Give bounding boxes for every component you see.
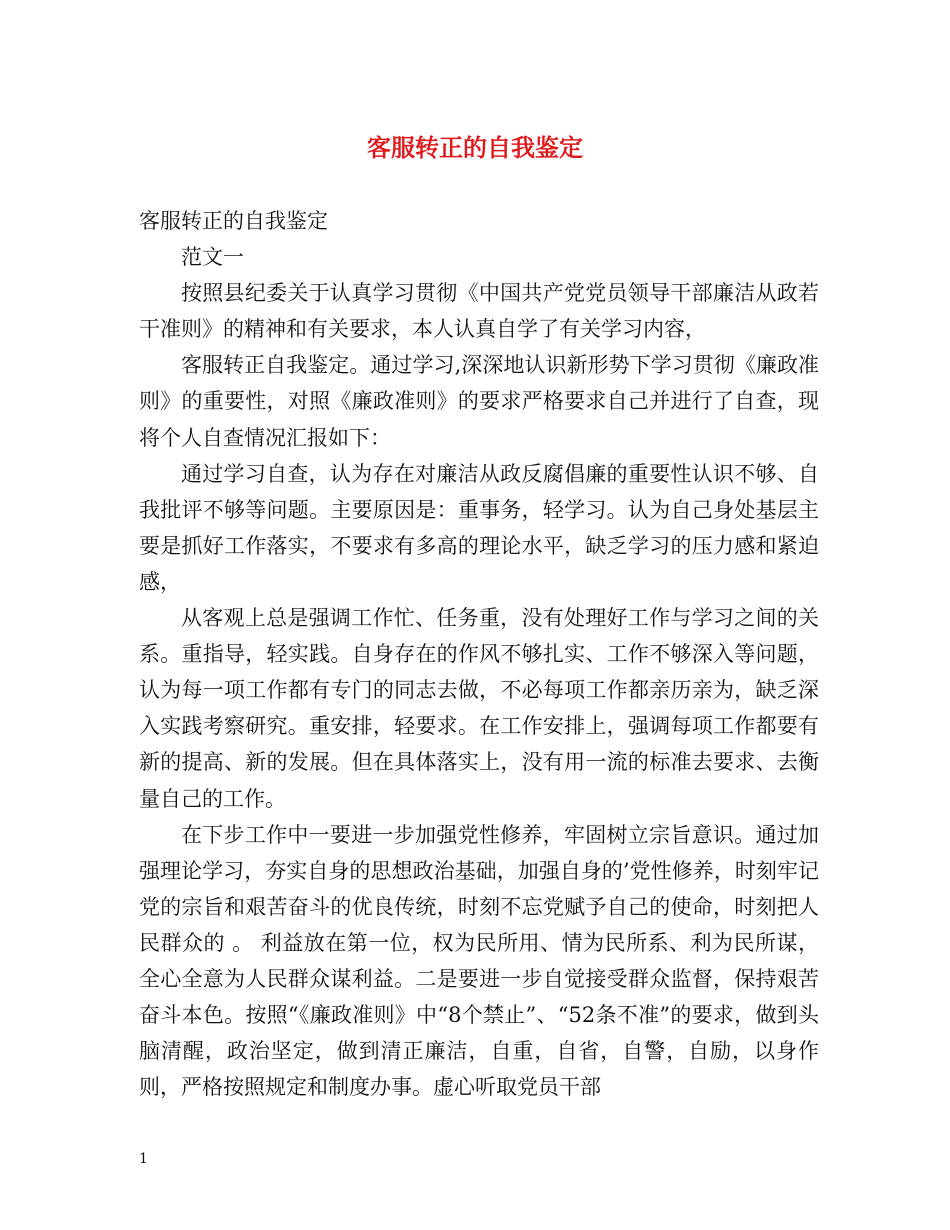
- paragraph: 从客观上总是强调工作忙、任务重，没有处理好工作与学习之间的关系。重指导，轻实践。自身存在的作风不够扎实、工作不够深入等问题，认为每一项工作都有专门的同志去做，不必每项工作都亲历亲为，缺乏深入实践考察研究。重安排，轻要求。在工作安排上，强调每项工作都要有新的提高、新的发展。但在具体落实上，没有用一流的标准去要求、去衡量自己的工作。: [139, 606, 819, 811]
- paragraph: 客服转正自我鉴定。通过学习,深深地认识新形势下学习贯彻《廉政准则》的重要性，对照《廉政准则》的要求严格要求自己并进行了自查，现将个人自查情况汇报如下：: [139, 353, 819, 450]
- page-number: 1: [139, 1151, 148, 1167]
- paragraph-sample-label: 范文一: [181, 245, 244, 270]
- paragraph: 通过学习自查，认为存在对廉洁从政反腐倡廉的重要性认识不够、自我批评不够等问题。主要原因是：重事务，轻学习。认为自己身处基层主要是抓好工作落实，不要求有多高的理论水平，缺乏学习的压力感和紧迫感，: [139, 461, 819, 594]
- document-title: 客服转正的自我鉴定: [367, 133, 583, 162]
- paragraph: 按照县纪委关于认真学习贯彻《中国共产党党员领导干部廉洁从政若干准则》的精神和有关要求，本人认真自学了有关学习内容，: [139, 281, 819, 342]
- paragraph: 在下步工作中一要进一步加强党性修养，牢固树立宗旨意识。通过加强理论学习，夯实自身的思想政治基础，加强自身的’党性修养，时刻牢记党的宗旨和艰苦奋斗的优良传统，时刻不忘党赋予自己的使命，时刻把人民群众的 。 利益放在第一位，权为民所用、情为民所系、利为民所谋，全心全意为人民群众谋利益。二是要进一步自觉接受群众监督，保持艰苦奋斗本色。按照“《廉政准则》中“8个禁止”、“52条不准”的要求，做到头脑清醒，政治坚定，做到清正廉洁，自重，自省，自警，自励，以身作则，严格按照规定和制度办事。虚心听取党员干部: [139, 822, 819, 1100]
- document-body: [139, 203, 819, 1105]
- paragraph-heading: 客服转正的自我鉴定: [139, 209, 328, 233]
